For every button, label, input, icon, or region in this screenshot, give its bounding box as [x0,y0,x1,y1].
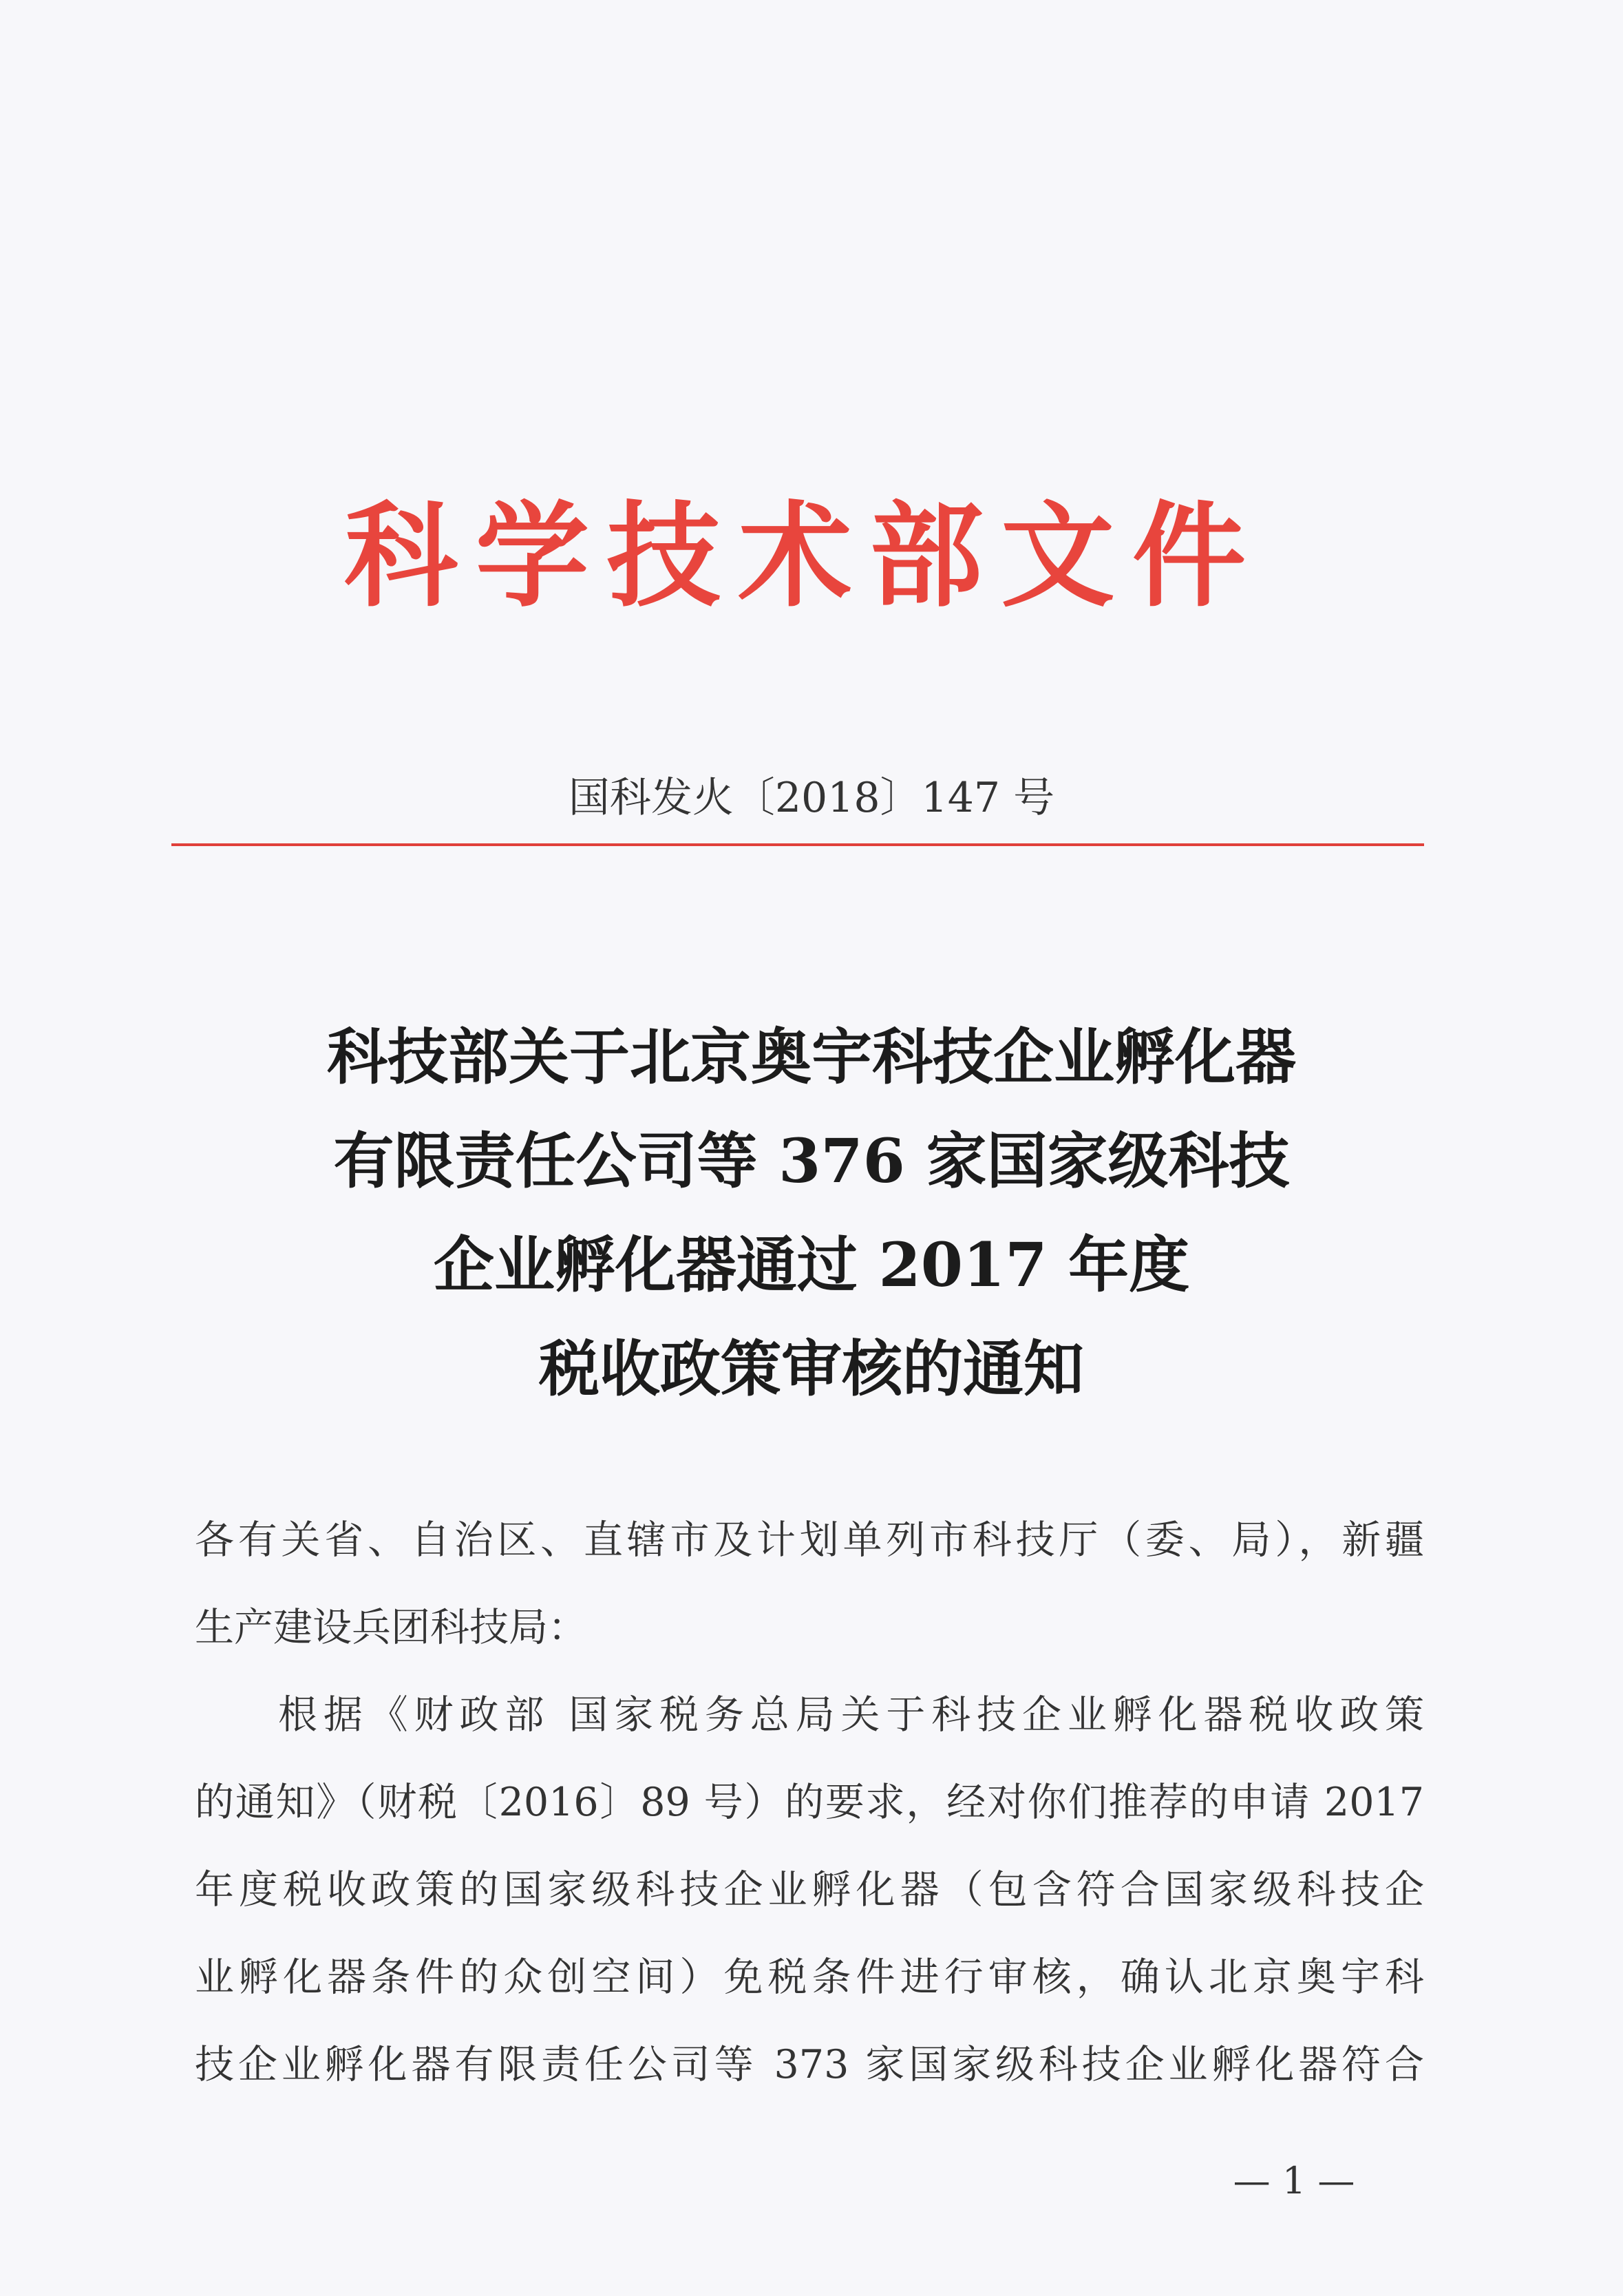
body-paragraph [195,1672,1424,2109]
addressee [195,1497,1424,1672]
notice-title [0,1005,1623,1421]
body-line: 业孵化器条件的众创空间）免税条件进行审核，确认北京奥宇科 [195,1955,1424,2000]
document-body [195,1497,1424,2109]
notice-title-line: 企业孵化器通过 2017 年度 [433,1229,1190,1300]
document-number: 国科发火〔2018〕147 号 [568,774,1055,822]
red-separator-line [171,843,1424,846]
body-line: 年度税收政策的国家级科技企业孵化器（包含符合国家级科技企 [195,1867,1424,1913]
body-line: 的通知》（财税〔2016〕89 号）的要求，经对你们推荐的申请 2017 [195,1780,1424,1825]
addressee-line: 各有关省、自治区、直辖市及计划单列市科技厅（委、局），新疆 [195,1517,1424,1563]
notice-title-line: 科技部关于北京奥宇科技企业孵化器 [326,1021,1296,1093]
notice-title-line: 税收政策审核的通知 [538,1333,1084,1404]
addressee-line: 生产建设兵团科技局： [195,1605,587,1650]
page-number: — 1 — [1233,2159,1355,2202]
notice-title-line: 有限责任公司等 376 家国家级科技 [333,1125,1290,1197]
issuer-header-title: 科学技术部文件 [344,491,1246,622]
body-line: 根据《财政部 国家税务总局关于科技企业孵化器税收政策 [278,1692,1424,1738]
body-line: 技企业孵化器有限责任公司等 373 家国家级科技企业孵化器符合 [195,2042,1424,2087]
